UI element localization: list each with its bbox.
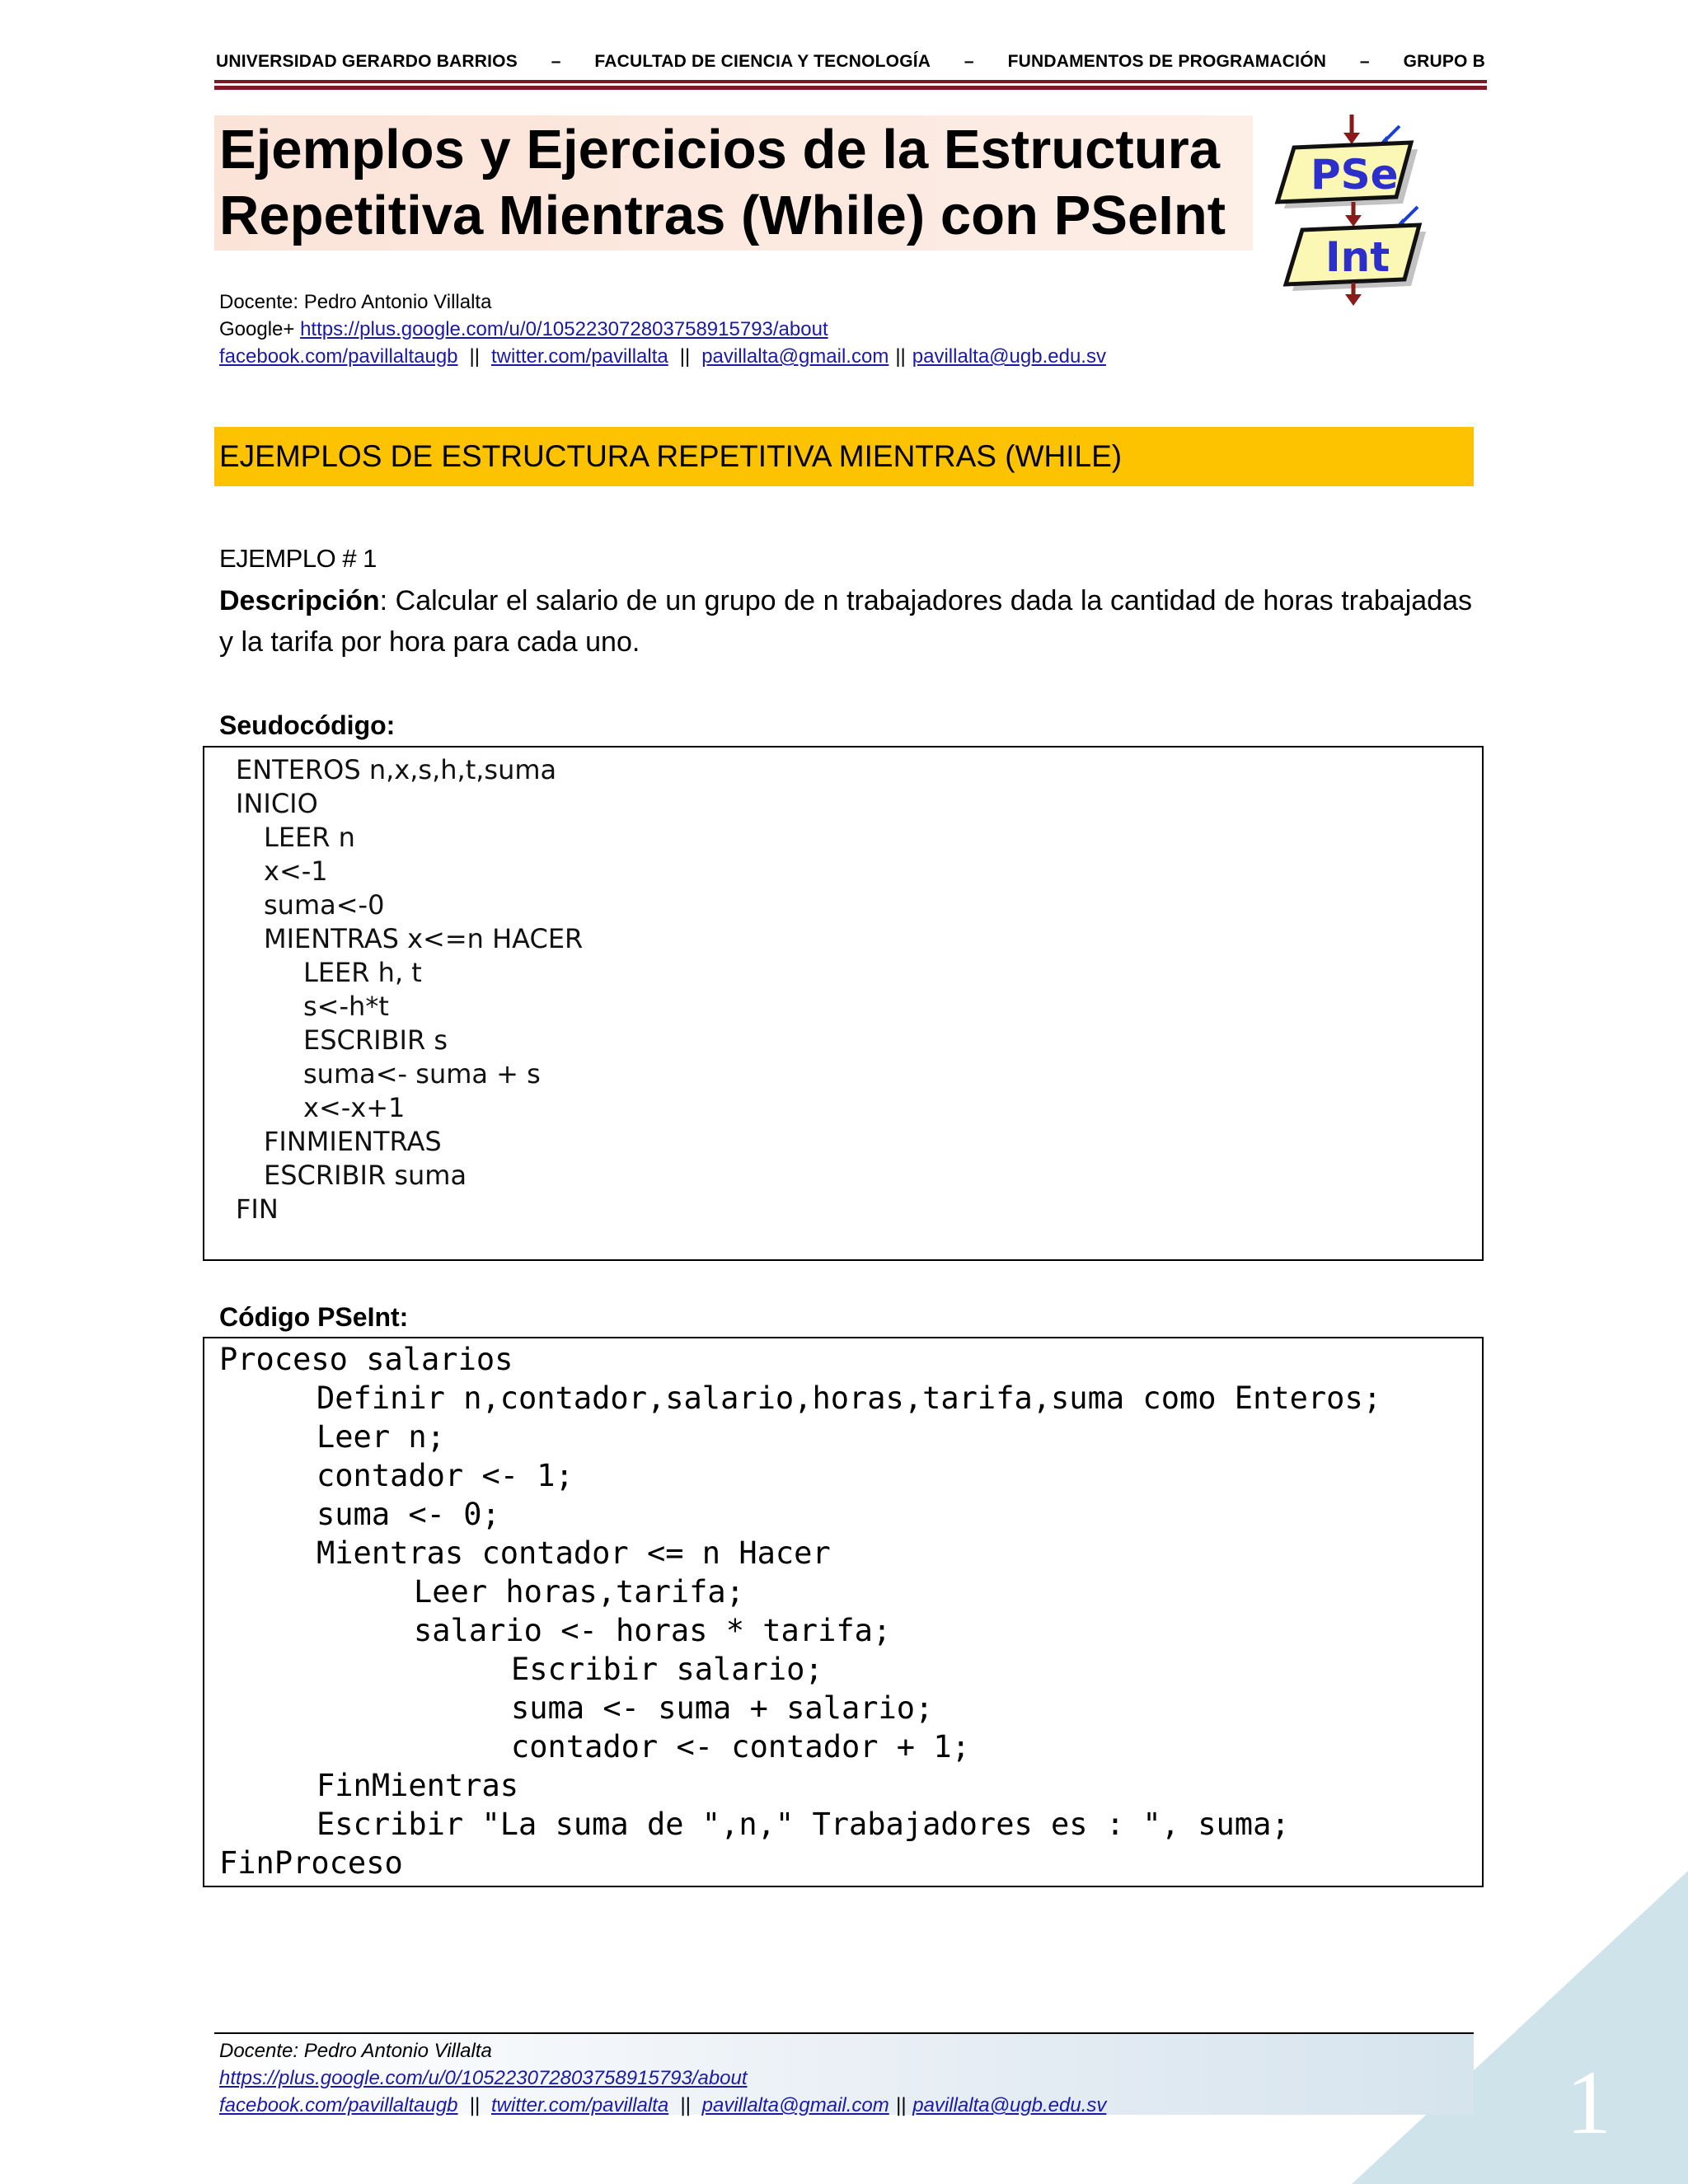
code-line: contador <- contador + 1;: [511, 1729, 970, 1765]
footer-facebook-link[interactable]: facebook.com/pavillaltaugb: [219, 2094, 458, 2116]
header-course: FUNDAMENTOS DE PROGRAMACIÓN: [1007, 52, 1327, 71]
header-separator: –: [1359, 52, 1370, 71]
pseudocode-line: MIENTRAS x<=n HACER: [264, 923, 584, 954]
code-line: suma <- 0;: [316, 1497, 500, 1532]
link-separator: ||: [680, 2094, 691, 2116]
code-label: Código PSeInt:: [219, 1302, 409, 1332]
footer-gmail-link[interactable]: pavillalta@gmail.com: [701, 2094, 889, 2116]
pseudocode-line: LEER n: [264, 822, 355, 853]
link-separator: ||: [895, 2094, 907, 2116]
page-title: Ejemplos y Ejercicios de la Estructura Repetitiva Mientras (While) con PSeInt: [219, 119, 1226, 246]
link-separator: ||: [895, 345, 906, 368]
pseudocode-line: ENTEROS n,x,s,h,t,suma: [236, 754, 557, 785]
pseudocode-label: Seudocódigo:: [219, 710, 396, 740]
pseudocode-line: suma<-0: [264, 889, 385, 921]
contact-google: [219, 316, 828, 343]
facebook-link[interactable]: facebook.com/pavillaltaugb: [219, 345, 458, 368]
link-separator: ||: [469, 345, 480, 368]
page-number: 1: [1566, 2052, 1611, 2153]
code-line: suma <- suma + salario;: [511, 1690, 934, 1726]
logo-text-bottom: Int: [1325, 233, 1390, 281]
code-line: Proceso salarios: [219, 1342, 513, 1377]
pseudocode-line: INICIO: [236, 788, 318, 819]
header-separator: –: [964, 52, 974, 71]
header-rule: [214, 80, 1487, 83]
header-faculty: FACULTAD DE CIENCIA Y TECNOLOGÍA: [594, 52, 931, 71]
pseudocode-line: FINMIENTRAS: [264, 1126, 442, 1157]
code-line: FinProceso: [219, 1845, 403, 1881]
google-label: Google+: [219, 318, 295, 340]
pseint-logo: [1261, 111, 1467, 309]
code-line: Escribir "La suma de ",n," Trabajadores es : ", suma;: [316, 1807, 1290, 1842]
link-separator: ||: [679, 345, 691, 368]
footer-google-link[interactable]: https://plus.google.com/u/0/105223072803758915793/about: [219, 2067, 748, 2089]
example-description: [219, 580, 1472, 663]
pseudocode-line: s<-h*t: [303, 991, 389, 1022]
footer-links: [219, 2092, 1106, 2119]
code-line: Leer n;: [316, 1419, 445, 1455]
corner-decoration: [1352, 1871, 1688, 2184]
example-title: EJEMPLO # 1: [219, 544, 377, 573]
code-line: contador <- 1;: [316, 1458, 574, 1493]
google-link[interactable]: https://plus.google.com/u/0/105223072803758915793/about: [300, 318, 828, 340]
footer-google: [219, 2064, 748, 2092]
pseudocode-line: ESCRIBIR s: [303, 1024, 448, 1056]
footer-rule: [214, 2032, 1474, 2034]
page-header: [216, 48, 1485, 76]
header-group: GRUPO B: [1403, 52, 1485, 71]
ugb-email-link[interactable]: pavillalta@ugb.edu.sv: [912, 345, 1106, 368]
contact-docente: Docente: Pedro Antonio Villalta: [219, 291, 492, 313]
gmail-link[interactable]: pavillalta@gmail.com: [701, 345, 889, 368]
pseudocode-line: FIN: [236, 1193, 279, 1225]
section-heading: EJEMPLOS DE ESTRUCTURA REPETITIVA MIENTRAS (WHILE): [219, 439, 1123, 473]
code-line: Mientras contador <= n Hacer: [316, 1535, 831, 1571]
code-line: Leer horas,tarifa;: [414, 1574, 744, 1610]
description-text: : Calcular el salario de un grupo de n trabajadores dada la cantidad de horas trabajadas y la tarifa por hora para cada uno.: [219, 585, 1472, 658]
description-label: Descripción: [219, 585, 380, 616]
contact-links: [219, 343, 1106, 370]
footer-twitter-link[interactable]: twitter.com/pavillalta: [490, 2094, 669, 2116]
code-line: Escribir salario;: [511, 1652, 823, 1687]
code-line: salario <- horas * tarifa;: [414, 1613, 892, 1648]
twitter-link[interactable]: twitter.com/pavillalta: [490, 345, 668, 368]
logo-text-top: PSe: [1311, 151, 1399, 199]
code-box: [203, 1337, 1484, 1887]
code-line: Definir n,contador,salario,horas,tarifa,suma como Enteros;: [316, 1380, 1382, 1416]
pseudocode-line: x<-1: [264, 855, 328, 887]
pseudocode-line: suma<- suma + s: [303, 1058, 541, 1090]
pseudocode-line: LEER h, t: [303, 957, 422, 988]
footer-docente: Docente: Pedro Antonio Villalta: [219, 2040, 492, 2062]
pseudocode-line: x<-x+1: [303, 1092, 406, 1123]
link-separator: ||: [469, 2094, 480, 2116]
header-university: UNIVERSIDAD GERARDO BARRIOS: [216, 52, 518, 71]
pseudocode-box: [203, 746, 1484, 1261]
pseudocode-line: ESCRIBIR suma: [264, 1160, 467, 1191]
header-rule: [214, 86, 1487, 90]
code-line: FinMientras: [316, 1768, 519, 1803]
footer-ugb-email-link[interactable]: pavillalta@ugb.edu.sv: [912, 2094, 1107, 2116]
header-separator: –: [551, 52, 561, 71]
